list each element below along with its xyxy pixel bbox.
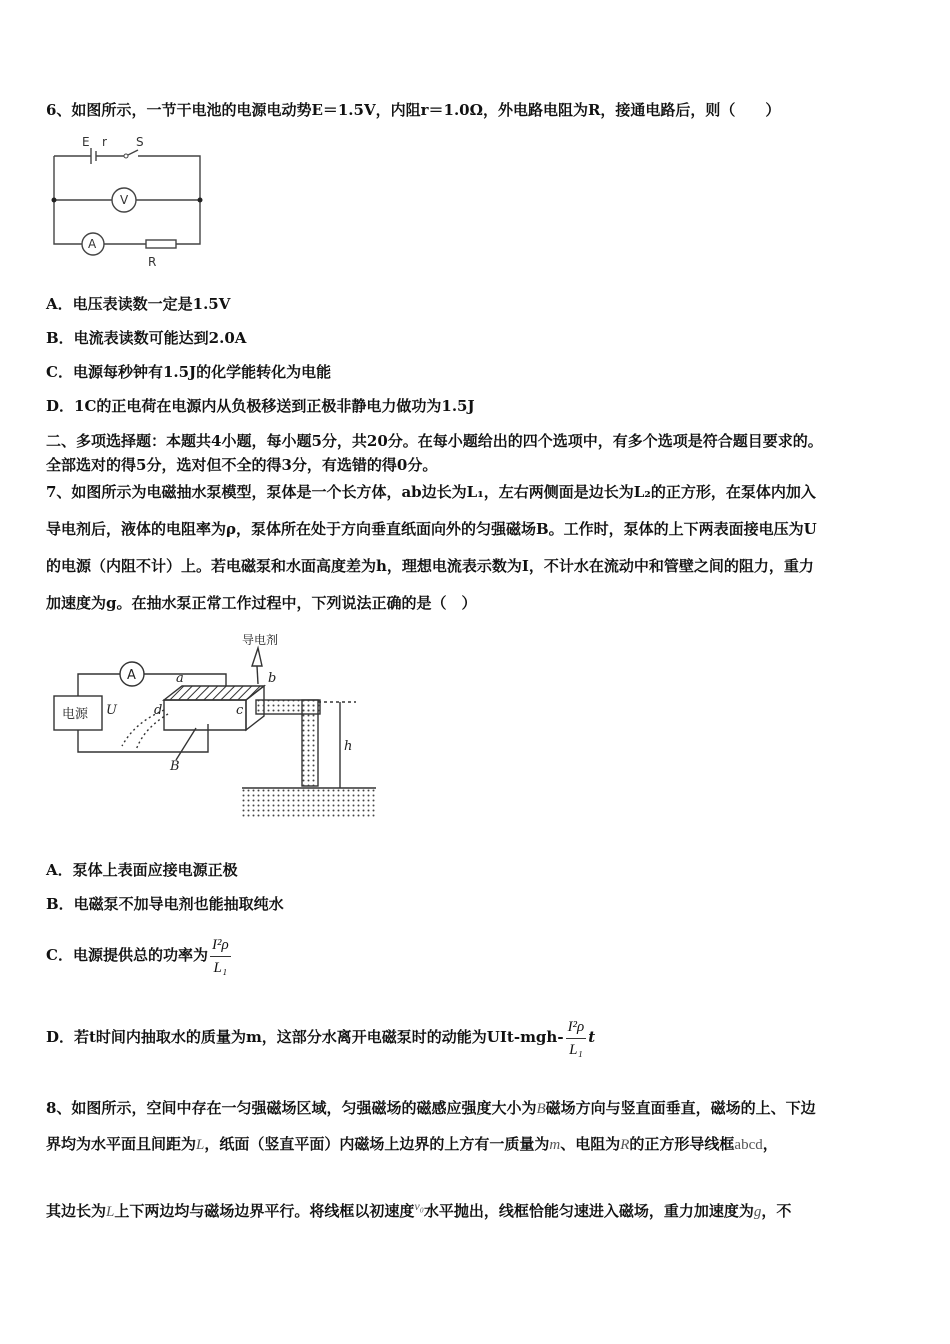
q8-line2-part4: 的正方形导线框 — [629, 1135, 735, 1153]
q8-line2-part2: ，纸面（竖直平面）内磁场上边界的上方有一质量为 — [204, 1135, 550, 1153]
label-h: h — [344, 739, 353, 754]
q8-line2 — [46, 1134, 778, 1155]
label-c: c — [236, 703, 244, 718]
q8-symbol-R: R — [620, 1137, 630, 1153]
q6-circuit-figure — [46, 132, 216, 272]
q7-pump-figure — [46, 628, 376, 828]
q7-option-c — [46, 932, 233, 979]
label-ammeter: A — [127, 668, 136, 683]
label-V: V — [120, 193, 129, 207]
q8-symbol-v0: v₀ — [414, 1199, 424, 1213]
fraction-numerator: I²ρ — [566, 1016, 587, 1039]
q8-symbol-L2: L — [106, 1204, 115, 1220]
q8-symbol-B: B — [536, 1101, 546, 1117]
q8-line3-part2: 上下两边均与磁场边界平行。将线框以初速度 — [114, 1202, 415, 1220]
label-source: 电源 — [62, 707, 89, 722]
section2-line2: 全部选对的得5分，选对但不全的得3分，有选错的得0分。 — [46, 456, 438, 474]
q8-symbol-m: m — [549, 1137, 561, 1153]
label-d: d — [154, 703, 163, 718]
q8-line1-part2: 磁场方向与竖直面垂直，磁场的上、下边 — [545, 1099, 816, 1117]
label-b: b — [268, 671, 277, 686]
fraction-denominator: L₁ — [569, 1041, 583, 1058]
q7-line1: 7、如图所示为电磁抽水泵模型，泵体是一个长方体，ab边长为L₁，左右两侧面是边长为L₂的正方形，在泵体内加入 — [46, 483, 816, 501]
q6-stem: 6、如图所示，一节干电池的电源电动势E＝1.5V，内阻r＝1.0Ω，外电路电阻为R，接通电路后，则（ ） — [46, 101, 781, 119]
section2-line1: 二、多项选择题：本题共4小题，每小题5分，共20分。在每小题给出的四个选项中，有多个选项是符合题目要求的。 — [46, 432, 823, 450]
q8-symbol-g: g — [753, 1204, 762, 1220]
label-A: A — [88, 237, 97, 251]
q7-option-a: A．泵体上表面应接电源正极 — [46, 861, 238, 879]
q7-option-d — [46, 1014, 595, 1061]
label-agent: 导电剂 — [242, 633, 279, 647]
label-U: U — [106, 703, 117, 718]
q8-line3-part4: ，不 — [761, 1202, 792, 1220]
label-a: a — [176, 671, 184, 686]
q6-option-a: A．电压表读数一定是1.5V — [46, 295, 231, 313]
label-r: r — [102, 135, 107, 149]
label-B: B — [170, 759, 180, 774]
label-R: R — [148, 255, 157, 269]
q8-line1 — [46, 1098, 816, 1119]
q7-option-c-text: C．电源提供总的功率为 — [46, 946, 208, 964]
q7-option-d-fraction — [566, 1016, 587, 1061]
q6-option-b: B．电流表读数可能达到2.0A — [46, 329, 247, 347]
q7-line2: 导电剂后，液体的电阻率为ρ，泵体所在处于方向垂直纸面向外的匀强磁场B。工作时，泵体的上下两表面接电压为U — [46, 520, 817, 538]
q7-option-c-fraction — [210, 934, 231, 979]
q8-line2-part3: 、电阻为 — [560, 1135, 621, 1153]
q8-line3-part3: 水平抛出，线框恰能匀速进入磁场，重力加速度为 — [423, 1202, 754, 1220]
fraction-denominator: L₁ — [213, 959, 228, 976]
q6-option-c: C．电源每秒钟有1.5J的化学能转化为电能 — [46, 363, 332, 381]
label-S: S — [136, 135, 144, 149]
q6-option-d: D．1C的正电荷在电源内从负极移送到正极非静电力做功为1.5J — [46, 397, 475, 415]
q8-line3-part1: 其边长为 — [46, 1202, 107, 1220]
q7-option-d-text: D．若t时间内抽取水的质量为m，这部分水离开电磁泵时的动能为UIt-mgh- — [46, 1028, 564, 1046]
q7-line3: 的电源（内阻不计）上。若电磁泵和水面高度差为h，理想电流表示数为I，不计水在流动中和管壁之间的阻力，重力 — [46, 557, 814, 575]
q7-line4: 加速度为g。在抽水泵正常工作过程中，下列说法正确的是（ ） — [46, 594, 477, 612]
q7-option-d-tail: t — [588, 1028, 596, 1046]
q8-symbol-abcd: abcd — [734, 1137, 763, 1153]
q8-line2-part1: 界均为水平面且间距为 — [46, 1135, 197, 1153]
fraction-numerator: I²ρ — [210, 934, 231, 957]
q8-symbol-L: L — [196, 1137, 205, 1153]
q8-line1-part1: 8、如图所示，空间中存在一匀强磁场区域，匀强磁场的磁感应强度大小为 — [46, 1099, 537, 1117]
q7-option-b: B．电磁泵不加导电剂也能抽取纯水 — [46, 895, 284, 913]
q8-line3 — [46, 1196, 791, 1222]
label-E: E — [82, 135, 90, 149]
q8-line2-part5: ， — [762, 1135, 778, 1153]
